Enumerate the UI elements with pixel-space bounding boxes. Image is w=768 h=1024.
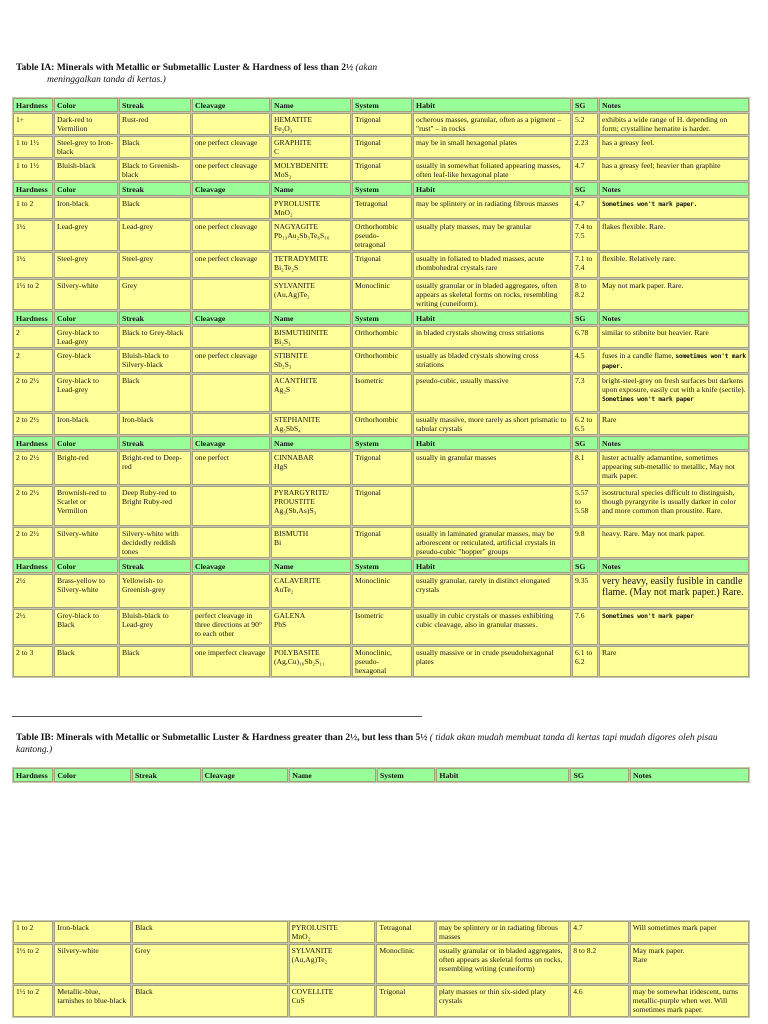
column-header-color: Color <box>54 98 118 112</box>
cell-habit: usually granular, rarely in distinct elongated crystals <box>413 574 571 608</box>
cell-color: Silvery-white <box>54 279 118 310</box>
column-header-habit: Habit <box>436 768 569 782</box>
cell-system: Trigonal <box>352 113 412 135</box>
table-ib <box>12 920 750 1018</box>
cell-streak: Grey <box>119 279 191 310</box>
column-header-sg: SG <box>570 768 628 782</box>
table-row <box>13 574 749 608</box>
cell-hardness: 2 to 2½ <box>13 527 53 558</box>
column-header-streak: Streak <box>132 768 201 782</box>
cell-hardness: 2 to 3 <box>13 646 53 677</box>
cell-cleavage <box>192 326 270 348</box>
cell-habit: usually as bladed crystals showing cross striations <box>413 349 571 373</box>
cell-name: MOLYBDENITE MoS₂ <box>271 159 351 181</box>
column-header-cleavage: Cleavage <box>192 311 270 325</box>
table-row <box>13 646 749 677</box>
cell-notes: Rare <box>599 646 749 677</box>
column-header-system: System <box>352 559 412 573</box>
cell-system: Trigonal <box>376 985 435 1017</box>
table-ib-title: Table IB: Minerals with Metallic or Submetallic Luster & Hardness greater than 2½, but less than 5½ <box>16 733 428 743</box>
table-row <box>13 159 749 181</box>
column-header-system: System <box>352 311 412 325</box>
table-ib-subtitle: ( tidak akan mudah membuat tanda di kertas tapi mudah digores oleh pisau kantong.) <box>16 733 718 755</box>
cell-name: HEMATITE Fe₂O₃ <box>271 113 351 135</box>
cell-system: Trigonal <box>352 451 412 485</box>
column-header-name: Name <box>271 436 351 450</box>
cell-name: SYLVANITE (Au,Ag)Te₂ <box>271 279 351 310</box>
table-ia-subtitle-2: meninggalkan tanda di kertas.) <box>47 75 166 85</box>
cell-sg: 8.1 <box>572 451 598 485</box>
cell-hardness: 1+ <box>13 113 53 135</box>
column-header-hardness: Hardness <box>13 559 53 573</box>
cell-color: Grey-black to Lead-grey <box>54 326 118 348</box>
cell-habit: may be splintery or in radiating fibrous masses <box>436 921 569 943</box>
cell-sg: 4.7 <box>572 197 598 219</box>
column-header-sg: SG <box>572 311 598 325</box>
table-ia-title: Table IA: Minerals with Metallic or Submetallic Luster & Hardness of less than 2½ <box>16 63 354 73</box>
cell-sg: 5.57 to 5.58 <box>572 486 598 526</box>
cell-name: CALAVERITE AuTe₂ <box>271 574 351 608</box>
column-header-name: Name <box>271 559 351 573</box>
cell-hardness: 2 to 2½ <box>13 486 53 526</box>
cell-streak: Black <box>119 374 191 412</box>
cell-notes: very heavy, easily fusible in candle flame. (May not mark paper.) Rare. <box>599 574 749 608</box>
cell-streak: Lead-grey <box>119 220 191 251</box>
cell-name: STEPHANITE Ag₅SbS₄ <box>271 413 351 435</box>
cell-system: Trigonal <box>352 252 412 278</box>
cell-sg: 9.8 <box>572 527 598 558</box>
cell-streak: Black <box>119 646 191 677</box>
cell-streak: Black <box>132 985 287 1017</box>
cell-hardness: 1 to 2 <box>13 921 53 943</box>
cell-habit: platy masses or thin six-sided platy crystals <box>436 985 569 1017</box>
cell-hardness: 1 to 1½ <box>13 159 53 181</box>
cell-name: PYROLUSITE MnO₂ <box>271 197 351 219</box>
table-ia-subtitle-1: (akan <box>355 63 378 73</box>
cell-hardness: 2 <box>13 326 53 348</box>
cell-sg: 9.35 <box>572 574 598 608</box>
cell-notes: luster actually adamantine, sometimes appearing sub-metallic to metallic, May not mark paper. <box>599 451 749 485</box>
cell-system: Monoclinic, pseudo-hexagonal <box>352 646 412 677</box>
column-header-streak: Streak <box>119 98 191 112</box>
cell-streak: Black to Greenish-black <box>119 159 191 181</box>
cell-color: Brass-yellow to Silvery-white <box>54 574 118 608</box>
column-header-habit: Habit <box>413 98 571 112</box>
cell-notes: heavy. Rare. May not mark paper. <box>599 527 749 558</box>
column-header-color: Color <box>54 768 131 782</box>
cell-sg: 4.5 <box>572 349 598 373</box>
column-header-notes: Notes <box>599 311 749 325</box>
cell-habit: usually massive, more rarely as short prismatic to tabular crystals <box>413 413 571 435</box>
cell-name: GRAPHITE C <box>271 136 351 158</box>
column-header-hardness: Hardness <box>13 311 53 325</box>
cell-notes: exhibits a wide range of H. depending on form; crystalline hematite is harder. <box>599 113 749 135</box>
table-row <box>13 413 749 435</box>
cell-cleavage <box>192 527 270 558</box>
cell-system: Trigonal <box>352 527 412 558</box>
cell-habit: usually massive or in crude pseudohexagonal plates <box>413 646 571 677</box>
cell-system: Monoclinic <box>352 279 412 310</box>
table-row <box>13 921 749 943</box>
cell-sg: 2.23 <box>572 136 598 158</box>
column-header-cleavage: Cleavage <box>192 182 270 196</box>
cell-color: Metallic-blue, tarnishes to blue-black <box>54 985 131 1017</box>
cell-name: TETRADYMITE Bi₂Te₂S <box>271 252 351 278</box>
table-row <box>13 451 749 485</box>
cell-sg: 8 to 8.2 <box>572 279 598 310</box>
cell-notes: May not mark paper. Rare. <box>599 279 749 310</box>
cell-color: Grey-black to Black <box>54 609 118 645</box>
cell-habit: usually granular or in bladed aggregates, often appears as skeletal forms on rocks, resembling writing (cuneiform) <box>436 944 569 984</box>
cell-cleavage: one perfect cleavage <box>192 220 270 251</box>
cell-system: Monoclinic <box>352 574 412 608</box>
table-row <box>13 252 749 278</box>
cell-hardness: 2 to 2½ <box>13 374 53 412</box>
column-header-notes: Notes <box>599 559 749 573</box>
table-row <box>13 197 749 219</box>
column-header-sg: SG <box>572 559 598 573</box>
cell-habit: pseudo-cubic, usually massive <box>413 374 571 412</box>
cell-hardness: 2 <box>13 349 53 373</box>
cell-hardness: 1½ to 2 <box>13 944 53 984</box>
column-header-streak: Streak <box>119 436 191 450</box>
cell-habit: usually in somewhat foliated appearing masses, often leaf-like hexagonal plate <box>413 159 571 181</box>
cell-cleavage: one perfect cleavage <box>192 136 270 158</box>
table-row <box>13 527 749 558</box>
cell-streak: Black <box>119 197 191 219</box>
cell-sg: 6.78 <box>572 326 598 348</box>
cell-hardness: 1½ <box>13 252 53 278</box>
cell-hardness: 1½ to 2 <box>13 279 53 310</box>
column-header-habit: Habit <box>413 559 571 573</box>
cell-notes: Will sometimes mark paper <box>630 921 749 943</box>
cell-color: Silvery-white <box>54 527 118 558</box>
column-header-system: System <box>377 768 435 782</box>
cell-name: SYLVANITE (Au,Ag)Te₂ <box>289 944 376 984</box>
cell-streak: Bluish-black to Silvery-black <box>119 349 191 373</box>
cell-streak: Bright-red to Deep-red <box>119 451 191 485</box>
column-header-habit: Habit <box>413 182 571 196</box>
section-divider <box>12 716 422 717</box>
table-row <box>13 985 749 1017</box>
table-header-row <box>13 559 749 573</box>
cell-cleavage: perfect cleavage in three directions at 90° to each other <box>192 609 270 645</box>
cell-sg: 6.1 to 6.2 <box>572 646 598 677</box>
cell-hardness: 2½ <box>13 574 53 608</box>
cell-color: Brownish-red to Scarlet or Vermilion <box>54 486 118 526</box>
cell-color: Grey-black to Lead-grey <box>54 374 118 412</box>
cell-habit: may be in small hexagonal plates <box>413 136 571 158</box>
cell-system: Tetragonal <box>352 197 412 219</box>
cell-hardness: 1½ to 2 <box>13 985 53 1017</box>
cell-color: Steel-grey to Iron-black <box>54 136 118 158</box>
column-header-system: System <box>352 436 412 450</box>
cell-name: CINNABAR HgS <box>271 451 351 485</box>
column-header-sg: SG <box>572 98 598 112</box>
cell-color: Lead-grey <box>54 220 118 251</box>
cell-color: Black <box>54 646 118 677</box>
cell-name: COVELLITE CuS <box>289 985 376 1017</box>
cell-sg: 7.1 to 7.4 <box>572 252 598 278</box>
table-row <box>13 944 749 984</box>
table-header-row <box>13 98 749 112</box>
table-header-row <box>13 768 749 782</box>
cell-system: Tetragonal <box>376 921 435 943</box>
cell-color: Iron-black <box>54 413 118 435</box>
cell-streak: Silvery-white with decidedly reddish tones <box>119 527 191 558</box>
cell-sg: 4.7 <box>570 921 629 943</box>
cell-color: Grey-black <box>54 349 118 373</box>
cell-system: Trigonal <box>352 136 412 158</box>
table-row <box>13 486 749 526</box>
cell-system: Orthorhombic <box>352 413 412 435</box>
table-ib-header <box>12 767 750 783</box>
cell-notes: has a greasy feel; heavier than graphite <box>599 159 749 181</box>
cell-system: Isometric <box>352 609 412 645</box>
cell-notes: bright-steel-grey on fresh surfaces but darkens upon exposure, easily cut with a knife (sectile). Sometimes won't mark paper <box>599 374 749 412</box>
cell-habit: usually in laminated granular masses, may be arborescent or reticulated, artificial crystals in pseudo-cubic "hopper" groups <box>413 527 571 558</box>
cell-name: STIBNITE Sb₂S₃ <box>271 349 351 373</box>
cell-sg: 7.4 to 7.5 <box>572 220 598 251</box>
cell-notes: flexible. Relatively rare. <box>599 252 749 278</box>
cell-cleavage: one imperfect cleavage <box>192 646 270 677</box>
cell-color: Silvery-white <box>54 944 131 984</box>
cell-system: Isometric <box>352 374 412 412</box>
cell-hardness: 2½ <box>13 609 53 645</box>
table-row <box>13 279 749 310</box>
column-header-streak: Streak <box>119 311 191 325</box>
cell-system: Monoclinic <box>376 944 435 984</box>
cell-habit: usually platy masses, may be granular <box>413 220 571 251</box>
column-header-cleavage: Cleavage <box>202 768 289 782</box>
cell-cleavage <box>192 113 270 135</box>
cell-notes: flakes flexible. Rare. <box>599 220 749 251</box>
cell-sg: 5.2 <box>572 113 598 135</box>
cell-cleavage: one perfect cleavage <box>192 349 270 373</box>
column-header-name: Name <box>271 311 351 325</box>
cell-notes: Rare <box>599 413 749 435</box>
cell-streak: Deep Ruby-red to Bright Ruby-red <box>119 486 191 526</box>
table-header-row <box>13 436 749 450</box>
column-header-color: Color <box>54 182 118 196</box>
cell-notes: may be somewhat iridescent, turns metallic-purple when wet. Will sometimes mark paper. <box>630 985 749 1017</box>
cell-habit: usually granular or in bladed aggregates, often appears as skeletal forms on rocks, resembling writing (cuneiform). <box>413 279 571 310</box>
column-header-notes: Notes <box>599 436 749 450</box>
column-header-sg: SG <box>572 436 598 450</box>
column-header-hardness: Hardness <box>13 98 53 112</box>
cell-system: Trigonal <box>352 159 412 181</box>
cell-system: Orthorhombic pseudo-tetragonal <box>352 220 412 251</box>
cell-color: Bluish-black <box>54 159 118 181</box>
cell-color: Iron-black <box>54 921 131 943</box>
column-header-hardness: Hardness <box>13 436 53 450</box>
cell-hardness: 1½ <box>13 220 53 251</box>
cell-system: Trigonal <box>352 486 412 526</box>
cell-system: Orthorhombic <box>352 349 412 373</box>
column-header-hardness: Hardness <box>13 182 53 196</box>
cell-notes: isostructural species difficult to distinguish, though pyrargyrite is usually darker in color and more common than proustite. Rare. <box>599 486 749 526</box>
cell-name: NAGYAGITE Pb₁₃Au₂Sb₃Te₆S₁₆ <box>271 220 351 251</box>
cell-name: PYROLUSITE MnO₂ <box>289 921 376 943</box>
cell-sg: 4.7 <box>572 159 598 181</box>
column-header-cleavage: Cleavage <box>192 436 270 450</box>
cell-cleavage: one perfect cleavage <box>192 159 270 181</box>
table-row <box>13 374 749 412</box>
cell-cleavage <box>192 574 270 608</box>
column-header-color: Color <box>54 436 118 450</box>
cell-hardness: 1 to 1½ <box>13 136 53 158</box>
column-header-color: Color <box>54 559 118 573</box>
cell-habit: usually in foliated to bladed masses, acute rhombohedral crystals rare <box>413 252 571 278</box>
table-ia-caption <box>16 62 756 86</box>
column-header-system: System <box>352 182 412 196</box>
cell-streak: Iron-black <box>119 413 191 435</box>
column-header-system: System <box>352 98 412 112</box>
table-ib-caption <box>16 732 756 756</box>
cell-notes: May mark paper. Rare <box>630 944 749 984</box>
cell-habit <box>413 486 571 526</box>
cell-habit: in bladed crystals showing cross striations <box>413 326 571 348</box>
table-row <box>13 609 749 645</box>
column-header-cleavage: Cleavage <box>192 98 270 112</box>
cell-habit: may be splintery or in radiating fibrous masses <box>413 197 571 219</box>
cell-cleavage <box>192 279 270 310</box>
column-header-name: Name <box>271 182 351 196</box>
column-header-cleavage: Cleavage <box>192 559 270 573</box>
cell-color: Steel-grey <box>54 252 118 278</box>
column-header-streak: Streak <box>119 559 191 573</box>
cell-system: Orthorhombic <box>352 326 412 348</box>
cell-streak: Black to Grey-black <box>119 326 191 348</box>
table-row <box>13 220 749 251</box>
table-ia <box>12 97 750 678</box>
table-header-row <box>13 311 749 325</box>
cell-streak: Grey <box>132 944 287 984</box>
cell-sg: 7.3 <box>572 374 598 412</box>
cell-streak: Steel-grey <box>119 252 191 278</box>
column-header-name: Name <box>289 768 376 782</box>
column-header-notes: Notes <box>599 182 749 196</box>
cell-name: PYRARGYRITE/ PROUSTITE Ag₃(Sb,As)S₃ <box>271 486 351 526</box>
cell-color: Iron-black <box>54 197 118 219</box>
cell-color: Dark-red to Vermilion <box>54 113 118 135</box>
cell-sg: 4.6 <box>570 985 629 1017</box>
cell-notes: Sometimes won't mark paper <box>599 609 749 645</box>
cell-notes: similar to stibnite but heavier. Rare <box>599 326 749 348</box>
cell-cleavage <box>192 413 270 435</box>
cell-streak: Bluish-black to Lead-grey <box>119 609 191 645</box>
column-header-habit: Habit <box>413 436 571 450</box>
column-header-streak: Streak <box>119 182 191 196</box>
cell-color: Bright-red <box>54 451 118 485</box>
cell-streak: Rust-red <box>119 113 191 135</box>
cell-name: ACANTHITE Ag₂S <box>271 374 351 412</box>
cell-name: POLYBASITE (Ag,Cu)₁₆Sb₂S₁₁ <box>271 646 351 677</box>
cell-sg: 8 to 8.2 <box>570 944 629 984</box>
cell-hardness: 1 to 2 <box>13 197 53 219</box>
cell-cleavage: one perfect <box>192 451 270 485</box>
table-header-row <box>13 182 749 196</box>
cell-habit: usually in granular masses <box>413 451 571 485</box>
cell-habit: ocherous masses, granular, often as a pigment – "rust" – in rocks <box>413 113 571 135</box>
column-header-habit: Habit <box>413 311 571 325</box>
table-row <box>13 349 749 373</box>
cell-hardness: 2 to 2½ <box>13 413 53 435</box>
table-row <box>13 136 749 158</box>
column-header-hardness: Hardness <box>13 768 53 782</box>
cell-streak: Yellowish- to Greenish-grey <box>119 574 191 608</box>
cell-streak: Black <box>132 921 287 943</box>
cell-habit: usually in cubic crystals or masses exhibiting cubic cleavage, also in granular masses. <box>413 609 571 645</box>
cell-streak: Black <box>119 136 191 158</box>
cell-notes: has a greasy feel. <box>599 136 749 158</box>
cell-cleavage <box>192 374 270 412</box>
column-header-notes: Notes <box>630 768 749 782</box>
cell-notes: fuses in a candle flame, sometimes won't mark paper. <box>599 349 749 373</box>
cell-notes: Sometimes won't mark paper. <box>599 197 749 219</box>
column-header-sg: SG <box>572 182 598 196</box>
column-header-name: Name <box>271 98 351 112</box>
cell-name: BISMUTHINITE Bi₂S₃ <box>271 326 351 348</box>
cell-cleavage <box>192 197 270 219</box>
cell-sg: 7.6 <box>572 609 598 645</box>
column-header-color: Color <box>54 311 118 325</box>
cell-cleavage <box>192 486 270 526</box>
table-row <box>13 326 749 348</box>
cell-name: BISMUTH Bi <box>271 527 351 558</box>
column-header-notes: Notes <box>599 98 749 112</box>
cell-sg: 6.2 to 6.5 <box>572 413 598 435</box>
cell-name: GALENA PbS <box>271 609 351 645</box>
cell-hardness: 2 to 2½ <box>13 451 53 485</box>
cell-cleavage: one perfect cleavage <box>192 252 270 278</box>
table-row <box>13 113 749 135</box>
